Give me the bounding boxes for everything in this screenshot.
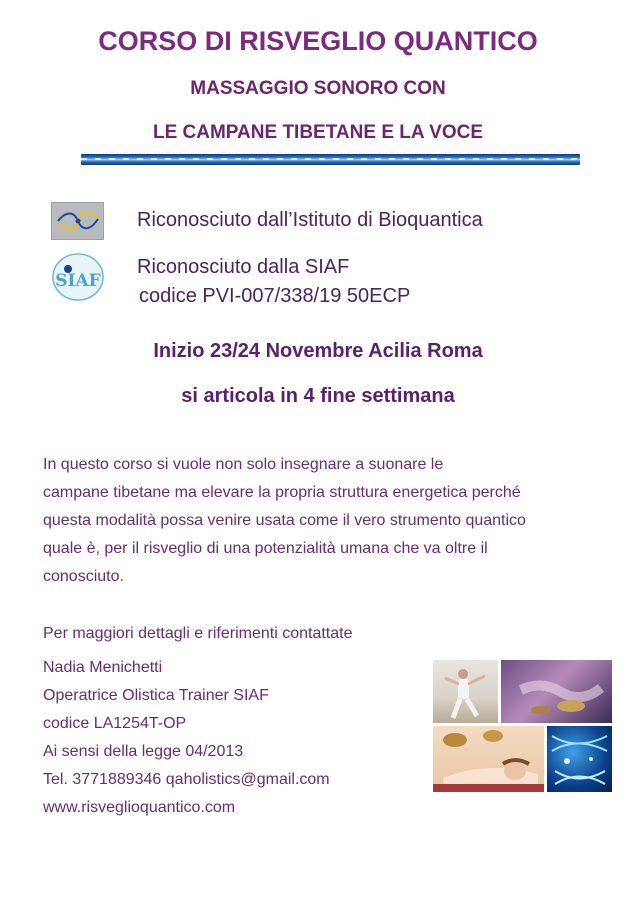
contact-intro: Per maggiori dettagli e riferimenti contattate [43, 625, 353, 642]
bowls-photo [501, 660, 612, 723]
description-line: campane tibetane ma elevare la propria struttura energetica perché [43, 484, 521, 501]
bioquantica-logo [51, 202, 104, 240]
wave-divider [81, 154, 580, 165]
siaf-logo-text: SIAF [55, 271, 101, 291]
description-line: questa modalità possa venire usata come il vero strumento quantico [43, 512, 526, 529]
siaf-logo [51, 252, 105, 302]
subtitle-line-2: LE CAMPANE TIBETANE E LA VOCE [152, 122, 484, 143]
contact-code: codice LA1254T-OP [43, 715, 187, 732]
contact-phone-email[interactable]: Tel. 3771889346 qaholistics@gmail.com [43, 771, 330, 788]
description-line: In questo corso si vuole non solo insegnare a suonare le [43, 456, 444, 473]
contact-law: Ai sensi della legge 04/2013 [43, 743, 244, 760]
event-start: Inizio 23/24 Novembre Acilia Roma [153, 340, 483, 362]
event-structure: si articola in 4 fine settimana [181, 385, 455, 407]
contact-role: Operatrice Olistica Trainer SIAF [43, 687, 269, 704]
dna-photo [547, 726, 612, 792]
contact-name: Nadia Menichetti [43, 659, 163, 676]
massage-photo [433, 726, 544, 792]
yoga-photo [433, 660, 498, 723]
page-title: CORSO DI RISVEGLIO QUANTICO [98, 26, 538, 56]
description-line: conosciuto. [43, 568, 124, 585]
recognition-bioquantica: Riconosciuto dall’Istituto di Bioquantica [137, 209, 483, 231]
recognition-siaf: Riconosciuto dalla SIAF [137, 256, 350, 278]
contact-website[interactable]: www.risveglioquantico.com [43, 799, 236, 816]
siaf-code: codice PVI-007/338/19 50ECP [139, 285, 411, 307]
subtitle-line-1: MASSAGGIO SONORO CON [190, 78, 446, 99]
description-line: quale è, per il risveglio di una potenzialità umana che va oltre il [43, 540, 488, 557]
